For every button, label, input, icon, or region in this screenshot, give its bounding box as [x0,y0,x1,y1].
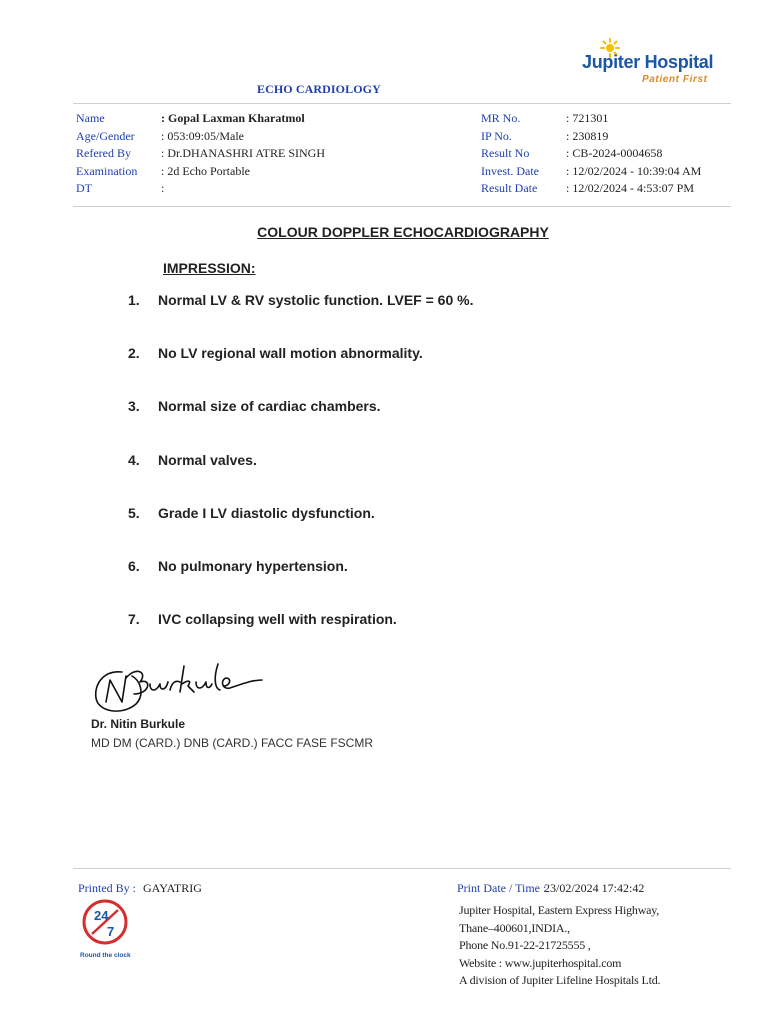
ip-number: : 230819 [566,128,609,143]
info-label: Result No [481,146,530,161]
info-label: Result Date [481,181,538,196]
patient-info-right-values [566,110,736,198]
finding-text: Normal LV & RV systolic function. LVEF = 60 %. [158,292,474,308]
print-date-label: Print Date / Time : [457,881,547,895]
finding-item [128,292,473,345]
finding-item [128,611,473,664]
doctor-signature [92,658,264,716]
address-line: A division of Jupiter Lifeline Hospitals Ltd. [459,973,661,988]
findings-list [128,292,473,664]
age-gender: : 053:09:05/Male [161,128,244,143]
patient-name: : Gopal Laxman Kharatmol [161,111,305,125]
finding-number: 1. [128,292,140,308]
patient-info-left-labels [76,110,166,198]
info-label: IP No. [481,128,512,143]
printed-by-label: Printed By : [78,881,137,895]
result-number: : CB-2024-0004658 [566,146,663,161]
finding-item [128,398,473,451]
header-divider-bottom [73,206,731,207]
report-title: COLOUR DOPPLER ECHOCARDIOGRAPHY [257,224,549,240]
info-label: Age/Gender [76,128,135,143]
finding-text: No pulmonary hypertension. [158,557,348,574]
badge-top-text: 24 [94,908,109,923]
patient-info-left-values [161,110,461,198]
doctor-name: Dr. Nitin Burkule [91,717,186,731]
info-label: Refered By [76,146,131,161]
invest-date: : 12/02/2024 - 10:39:04 AM [566,163,702,178]
finding-number: 4. [128,451,140,468]
info-label: Invest. Date [481,163,539,178]
info-label: DT [76,181,92,196]
hospital-tagline: Patient First [642,74,708,85]
mr-number: : 721301 [566,111,609,125]
header-divider-top [73,103,731,104]
patient-info-right-labels [481,110,571,198]
hospital-address [459,902,660,990]
finding-number: 2. [128,345,140,362]
finding-text: Grade I LV diastolic dysfunction. [158,504,375,521]
badge-caption: Round the clock [80,952,131,959]
referred-by: : Dr.DHANASHRI ATRE SINGH [161,146,326,161]
dt-value: : [161,181,165,196]
finding-text: IVC collapsing well with respiration. [158,611,397,628]
info-label: Name [76,111,105,125]
address-line: Jupiter Hospital, Eastern Express Highway, [459,903,660,917]
result-date: : 12/02/2024 - 4:53:07 PM [566,181,695,196]
hospital-name: Jupiter Hospital [582,52,714,72]
round-the-clock-badge-icon [79,898,141,960]
doctor-qualifications: MD DM (CARD.) DNB (CARD.) FACC FASE FSCMR [91,736,373,750]
address-line: Website : www.jupiterhospital.com [459,955,622,970]
finding-text: Normal valves. [158,451,257,468]
footer-divider [73,868,731,869]
info-label: Examination [76,163,138,178]
printed-by-value: GAYATRIG [143,881,202,895]
finding-item [128,558,473,611]
finding-item [128,505,473,558]
address-line: Phone No.91-22-21725555 , [459,938,591,953]
badge-bottom-text: 7 [107,924,115,939]
print-date-value: 23/02/2024 17:42:42 [544,881,645,895]
finding-item [128,452,473,505]
department-title: ECHO CARDIOLOGY [257,82,381,96]
hospital-logo [578,38,718,88]
address-line: Thane–400601,INDIA., [459,920,570,935]
finding-number: 7. [128,611,140,628]
finding-text: No LV regional wall motion abnormality. [158,345,423,362]
finding-item [128,345,473,398]
info-label: MR No. [481,111,521,125]
finding-number: 6. [128,557,140,574]
finding-number: 5. [128,504,140,521]
finding-text: Normal size of cardiac chambers. [158,398,381,415]
finding-number: 3. [128,398,140,415]
examination: : 2d Echo Portable [161,163,250,178]
impression-heading: IMPRESSION: [163,260,256,276]
